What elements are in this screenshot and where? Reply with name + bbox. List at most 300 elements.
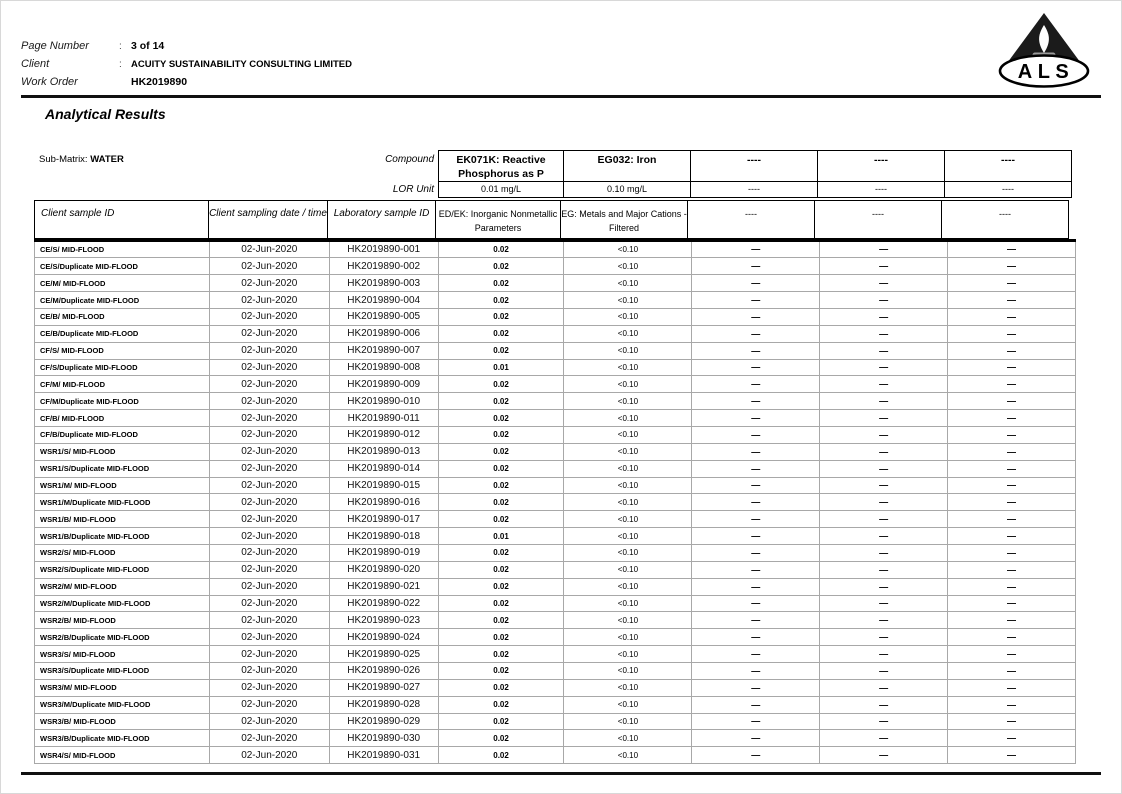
reactive-phosphorus-value: 0.02 xyxy=(439,747,565,764)
analyte-name-empty: ---- xyxy=(817,150,945,182)
empty-value: — xyxy=(692,444,820,461)
sampling-date: 02-Jun-2020 xyxy=(210,545,330,562)
table-row xyxy=(35,242,1076,259)
empty-value: — xyxy=(692,258,820,275)
table-row xyxy=(35,545,1076,562)
reactive-phosphorus-value: 0.02 xyxy=(439,478,565,495)
results-table xyxy=(34,150,1076,764)
empty-value: — xyxy=(692,326,820,343)
sampling-date: 02-Jun-2020 xyxy=(210,562,330,579)
client-sample-id: WSR1/B/Duplicate MID-FLOOD xyxy=(35,528,210,545)
work-order-value: HK2019890 xyxy=(131,76,188,88)
reactive-phosphorus-value: 0.02 xyxy=(439,545,565,562)
iron-value: <0.10 xyxy=(564,478,692,495)
client-sample-id: WSR2/S/ MID-FLOOD xyxy=(35,545,210,562)
empty-value: — xyxy=(948,663,1076,680)
empty-value: — xyxy=(820,292,948,309)
client-sample-id: WSR3/M/Duplicate MID-FLOOD xyxy=(35,697,210,714)
empty-value: — xyxy=(692,612,820,629)
table-row xyxy=(35,562,1076,579)
empty-value: — xyxy=(948,326,1076,343)
page-number-value: 3 of 14 xyxy=(131,40,165,52)
lab-sample-id: HK2019890-031 xyxy=(330,747,439,764)
client-sample-id: WSR3/B/ MID-FLOOD xyxy=(35,714,210,731)
reactive-phosphorus-value: 0.02 xyxy=(439,562,565,579)
sampling-date: 02-Jun-2020 xyxy=(210,427,330,444)
iron-value: <0.10 xyxy=(564,545,692,562)
empty-value: — xyxy=(692,410,820,427)
client-sample-id: WSR1/M/ MID-FLOOD xyxy=(35,478,210,495)
iron-value: <0.10 xyxy=(564,730,692,747)
sampling-date: 02-Jun-2020 xyxy=(210,461,330,478)
reactive-phosphorus-value: 0.02 xyxy=(439,646,565,663)
empty-value: — xyxy=(820,545,948,562)
client-sample-id: WSR1/S/ MID-FLOOD xyxy=(35,444,210,461)
compound-row-left xyxy=(34,150,438,182)
empty-value: — xyxy=(948,612,1076,629)
iron-value: <0.10 xyxy=(564,663,692,680)
empty-value: — xyxy=(948,444,1076,461)
lab-sample-id: HK2019890-010 xyxy=(330,393,439,410)
separator: : xyxy=(119,58,122,70)
lab-sample-id: HK2019890-015 xyxy=(330,478,439,495)
iron-value: <0.10 xyxy=(564,747,692,764)
empty-value: — xyxy=(948,461,1076,478)
table-row xyxy=(35,343,1076,360)
table-row xyxy=(35,494,1076,511)
client-sample-id: CE/S/ MID-FLOOD xyxy=(35,242,210,259)
client-sample-id: WSR3/M/ MID-FLOOD xyxy=(35,680,210,697)
empty-value: — xyxy=(692,730,820,747)
empty-value: — xyxy=(692,747,820,764)
client-sample-id: WSR2/S/Duplicate MID-FLOOD xyxy=(35,562,210,579)
sampling-date: 02-Jun-2020 xyxy=(210,393,330,410)
empty-value: — xyxy=(692,242,820,259)
sampling-date: 02-Jun-2020 xyxy=(210,612,330,629)
iron-value: <0.10 xyxy=(564,562,692,579)
reactive-phosphorus-value: 0.02 xyxy=(439,714,565,731)
sampling-date: 02-Jun-2020 xyxy=(210,697,330,714)
lab-sample-id: HK2019890-008 xyxy=(330,360,439,377)
empty-value: — xyxy=(948,410,1076,427)
table-row xyxy=(35,393,1076,410)
iron-value: <0.10 xyxy=(564,309,692,326)
empty-value: — xyxy=(692,427,820,444)
section-title: Analytical Results xyxy=(45,106,166,122)
empty-value: — xyxy=(948,360,1076,377)
client-sample-id: WSR3/S/Duplicate MID-FLOOD xyxy=(35,663,210,680)
client-sample-id: WSR3/S/ MID-FLOOD xyxy=(35,646,210,663)
table-row xyxy=(35,714,1076,731)
iron-value: <0.10 xyxy=(564,292,692,309)
sampling-date: 02-Jun-2020 xyxy=(210,410,330,427)
reactive-phosphorus-value: 0.02 xyxy=(439,326,565,343)
iron-value: <0.10 xyxy=(564,494,692,511)
page-number-row xyxy=(21,37,352,55)
compound-row xyxy=(34,150,1076,182)
empty-value: — xyxy=(692,562,820,579)
table-row xyxy=(35,292,1076,309)
table-body xyxy=(34,242,1076,765)
column-header-row xyxy=(34,200,1076,239)
lab-sample-id: HK2019890-012 xyxy=(330,427,439,444)
empty-value: — xyxy=(948,629,1076,646)
header-divider xyxy=(21,95,1101,98)
iron-value: <0.10 xyxy=(564,629,692,646)
reactive-phosphorus-value: 0.02 xyxy=(439,376,565,393)
work-order-label: Work Order xyxy=(21,76,78,88)
compound-label: Compound xyxy=(385,154,434,165)
page-number-label: Page Number xyxy=(21,40,89,52)
reactive-phosphorus-value: 0.01 xyxy=(439,360,565,377)
client-sample-id: CF/B/Duplicate MID-FLOOD xyxy=(35,427,210,444)
sampling-date: 02-Jun-2020 xyxy=(210,663,330,680)
table-row xyxy=(35,326,1076,343)
sampling-date: 02-Jun-2020 xyxy=(210,714,330,731)
reactive-phosphorus-value: 0.02 xyxy=(439,309,565,326)
empty-value: — xyxy=(820,714,948,731)
lab-sample-id: HK2019890-027 xyxy=(330,680,439,697)
client-sample-id: WSR2/B/ MID-FLOOD xyxy=(35,612,210,629)
client-sample-id: WSR1/S/Duplicate MID-FLOOD xyxy=(35,461,210,478)
iron-value: <0.10 xyxy=(564,528,692,545)
lab-sample-id: HK2019890-020 xyxy=(330,562,439,579)
method-group-empty: ---- xyxy=(941,200,1069,239)
iron-value: <0.10 xyxy=(564,511,692,528)
empty-value: — xyxy=(692,714,820,731)
analyte-name-empty: ---- xyxy=(944,150,1072,182)
table-row xyxy=(35,747,1076,764)
reactive-phosphorus-value: 0.02 xyxy=(439,612,565,629)
logo-text: ALS xyxy=(1017,61,1075,83)
empty-value: — xyxy=(948,376,1076,393)
empty-value: — xyxy=(692,376,820,393)
empty-value: — xyxy=(692,579,820,596)
sampling-date: 02-Jun-2020 xyxy=(210,360,330,377)
lab-sample-id: HK2019890-016 xyxy=(330,494,439,511)
empty-value: — xyxy=(820,612,948,629)
empty-value: — xyxy=(692,511,820,528)
empty-value: — xyxy=(948,562,1076,579)
table-row xyxy=(35,663,1076,680)
table-row xyxy=(35,579,1076,596)
empty-value: — xyxy=(820,579,948,596)
empty-value: — xyxy=(820,461,948,478)
footer-divider xyxy=(21,772,1101,775)
empty-value: — xyxy=(692,680,820,697)
sampling-date: 02-Jun-2020 xyxy=(210,596,330,613)
empty-value: — xyxy=(948,494,1076,511)
client-row xyxy=(21,55,352,73)
lor-row-left xyxy=(34,181,438,197)
empty-value: — xyxy=(820,275,948,292)
empty-value: — xyxy=(692,360,820,377)
empty-value: — xyxy=(948,275,1076,292)
method-group-empty: ---- xyxy=(687,200,815,239)
client-sample-id: CE/M/Duplicate MID-FLOOD xyxy=(35,292,210,309)
lab-sample-id: HK2019890-022 xyxy=(330,596,439,613)
empty-value: — xyxy=(692,494,820,511)
lab-sample-id: HK2019890-011 xyxy=(330,410,439,427)
lab-sample-id: HK2019890-024 xyxy=(330,629,439,646)
lab-sample-id: HK2019890-005 xyxy=(330,309,439,326)
table-row xyxy=(35,461,1076,478)
table-row xyxy=(35,275,1076,292)
sampling-date: 02-Jun-2020 xyxy=(210,511,330,528)
col-header-sampling-date: Client sampling date / time xyxy=(208,200,328,239)
client-sample-id: CF/M/ MID-FLOOD xyxy=(35,376,210,393)
empty-value: — xyxy=(692,275,820,292)
iron-value: <0.10 xyxy=(564,410,692,427)
empty-value: — xyxy=(820,697,948,714)
empty-value: — xyxy=(692,697,820,714)
empty-value: — xyxy=(692,646,820,663)
sampling-date: 02-Jun-2020 xyxy=(210,242,330,259)
empty-value: — xyxy=(948,697,1076,714)
empty-value: — xyxy=(692,343,820,360)
empty-value: — xyxy=(948,579,1076,596)
reactive-phosphorus-value: 0.02 xyxy=(439,494,565,511)
empty-value: — xyxy=(948,292,1076,309)
sampling-date: 02-Jun-2020 xyxy=(210,444,330,461)
client-sample-id: CE/B/ MID-FLOOD xyxy=(35,309,210,326)
empty-value: — xyxy=(820,326,948,343)
empty-value: — xyxy=(692,545,820,562)
sampling-date: 02-Jun-2020 xyxy=(210,343,330,360)
empty-value: — xyxy=(948,393,1076,410)
empty-value: — xyxy=(820,747,948,764)
client-sample-id: WSR3/B/Duplicate MID-FLOOD xyxy=(35,730,210,747)
empty-value: — xyxy=(692,663,820,680)
empty-value: — xyxy=(692,309,820,326)
empty-value: — xyxy=(820,680,948,697)
analyte-name-empty: ---- xyxy=(690,150,818,182)
lor-phosphorus: 0.01 mg/L xyxy=(438,181,564,198)
empty-value: — xyxy=(948,242,1076,259)
sampling-date: 02-Jun-2020 xyxy=(210,680,330,697)
empty-value: — xyxy=(692,478,820,495)
empty-value: — xyxy=(820,393,948,410)
lab-sample-id: HK2019890-014 xyxy=(330,461,439,478)
iron-value: <0.10 xyxy=(564,393,692,410)
col-header-client-sample-id: Client sample ID xyxy=(34,200,209,239)
table-row xyxy=(35,410,1076,427)
lab-sample-id: HK2019890-003 xyxy=(330,275,439,292)
reactive-phosphorus-value: 0.02 xyxy=(439,242,565,259)
empty-value: — xyxy=(692,596,820,613)
analyte-name-phosphorus: EK071K: Reactive Phosphorus as P xyxy=(438,150,564,182)
reactive-phosphorus-value: 0.02 xyxy=(439,343,565,360)
lab-sample-id: HK2019890-023 xyxy=(330,612,439,629)
als-logo xyxy=(994,11,1094,91)
iron-value: <0.10 xyxy=(564,326,692,343)
reactive-phosphorus-value: 0.02 xyxy=(439,596,565,613)
sampling-date: 02-Jun-2020 xyxy=(210,528,330,545)
iron-value: <0.10 xyxy=(564,596,692,613)
reactive-phosphorus-value: 0.02 xyxy=(439,629,565,646)
iron-value: <0.10 xyxy=(564,444,692,461)
sub-matrix xyxy=(39,154,124,165)
sampling-date: 02-Jun-2020 xyxy=(210,478,330,495)
lab-sample-id: HK2019890-019 xyxy=(330,545,439,562)
empty-value: — xyxy=(948,258,1076,275)
client-sample-id: WSR4/S/ MID-FLOOD xyxy=(35,747,210,764)
sub-matrix-label: Sub-Matrix: xyxy=(39,154,88,165)
empty-value: — xyxy=(948,730,1076,747)
iron-value: <0.10 xyxy=(564,714,692,731)
sampling-date: 02-Jun-2020 xyxy=(210,747,330,764)
sampling-date: 02-Jun-2020 xyxy=(210,730,330,747)
client-sample-id: WSR2/M/ MID-FLOOD xyxy=(35,579,210,596)
lab-sample-id: HK2019890-002 xyxy=(330,258,439,275)
reactive-phosphorus-value: 0.02 xyxy=(439,680,565,697)
lab-sample-id: HK2019890-004 xyxy=(330,292,439,309)
empty-value: — xyxy=(820,494,948,511)
iron-value: <0.10 xyxy=(564,697,692,714)
iron-value: <0.10 xyxy=(564,376,692,393)
client-sample-id: WSR1/M/Duplicate MID-FLOOD xyxy=(35,494,210,511)
empty-value: — xyxy=(820,596,948,613)
lab-sample-id: HK2019890-017 xyxy=(330,511,439,528)
table-row xyxy=(35,511,1076,528)
lab-sample-id: HK2019890-026 xyxy=(330,663,439,680)
table-row xyxy=(35,730,1076,747)
client-sample-id: CF/S/Duplicate MID-FLOOD xyxy=(35,360,210,377)
reactive-phosphorus-value: 0.02 xyxy=(439,275,565,292)
iron-value: <0.10 xyxy=(564,680,692,697)
sampling-date: 02-Jun-2020 xyxy=(210,494,330,511)
sampling-date: 02-Jun-2020 xyxy=(210,629,330,646)
table-row xyxy=(35,376,1076,393)
iron-value: <0.10 xyxy=(564,579,692,596)
client-sample-id: CE/M/ MID-FLOOD xyxy=(35,275,210,292)
reactive-phosphorus-value: 0.02 xyxy=(439,258,565,275)
table-row xyxy=(35,444,1076,461)
table-row xyxy=(35,629,1076,646)
reactive-phosphorus-value: 0.02 xyxy=(439,410,565,427)
sampling-date: 02-Jun-2020 xyxy=(210,275,330,292)
empty-value: — xyxy=(820,360,948,377)
empty-value: — xyxy=(692,292,820,309)
lab-sample-id: HK2019890-021 xyxy=(330,579,439,596)
empty-value: — xyxy=(948,646,1076,663)
sampling-date: 02-Jun-2020 xyxy=(210,579,330,596)
work-order-row xyxy=(21,73,352,91)
als-logo-icon xyxy=(994,11,1094,91)
reactive-phosphorus-value: 0.02 xyxy=(439,444,565,461)
reactive-phosphorus-value: 0.02 xyxy=(439,461,565,478)
col-header-lab-sample-id: Laboratory sample ID xyxy=(327,200,436,239)
lab-sample-id: HK2019890-018 xyxy=(330,528,439,545)
empty-value: — xyxy=(820,730,948,747)
table-row xyxy=(35,258,1076,275)
page-header xyxy=(21,37,352,91)
lab-sample-id: HK2019890-025 xyxy=(330,646,439,663)
iron-value: <0.10 xyxy=(564,360,692,377)
empty-value: — xyxy=(820,511,948,528)
client-label: Client xyxy=(21,58,50,70)
empty-value: — xyxy=(820,410,948,427)
iron-value: <0.10 xyxy=(564,427,692,444)
client-value: ACUITY SUSTAINABILITY CONSULTING LIMITED xyxy=(131,58,352,70)
method-group-iron: EG: Metals and Major Cations - Filtered xyxy=(560,200,688,239)
empty-value: — xyxy=(948,309,1076,326)
table-row xyxy=(35,309,1076,326)
analyte-name-iron: EG032: Iron xyxy=(563,150,691,182)
empty-value: — xyxy=(948,747,1076,764)
table-row xyxy=(35,612,1076,629)
empty-value: — xyxy=(820,562,948,579)
reactive-phosphorus-value: 0.02 xyxy=(439,427,565,444)
sampling-date: 02-Jun-2020 xyxy=(210,376,330,393)
sampling-date: 02-Jun-2020 xyxy=(210,326,330,343)
empty-value: — xyxy=(692,629,820,646)
empty-value: — xyxy=(820,258,948,275)
lab-sample-id: HK2019890-001 xyxy=(330,242,439,259)
iron-value: <0.10 xyxy=(564,646,692,663)
sampling-date: 02-Jun-2020 xyxy=(210,309,330,326)
client-sample-id: WSR2/B/Duplicate MID-FLOOD xyxy=(35,629,210,646)
empty-value: — xyxy=(820,444,948,461)
lab-sample-id: HK2019890-030 xyxy=(330,730,439,747)
table-row xyxy=(35,528,1076,545)
iron-value: <0.10 xyxy=(564,612,692,629)
lor-empty: ---- xyxy=(690,181,818,198)
table-row xyxy=(35,697,1076,714)
empty-value: — xyxy=(692,393,820,410)
reactive-phosphorus-value: 0.02 xyxy=(439,730,565,747)
lab-sample-id: HK2019890-007 xyxy=(330,343,439,360)
iron-value: <0.10 xyxy=(564,461,692,478)
empty-value: — xyxy=(820,242,948,259)
lab-sample-id: HK2019890-028 xyxy=(330,697,439,714)
reactive-phosphorus-value: 0.02 xyxy=(439,292,565,309)
client-sample-id: CF/B/ MID-FLOOD xyxy=(35,410,210,427)
empty-value: — xyxy=(820,376,948,393)
iron-value: <0.10 xyxy=(564,242,692,259)
client-sample-id: WSR1/B/ MID-FLOOD xyxy=(35,511,210,528)
table-row xyxy=(35,360,1076,377)
lab-sample-id: HK2019890-006 xyxy=(330,326,439,343)
table-row xyxy=(35,427,1076,444)
client-sample-id: CF/M/Duplicate MID-FLOOD xyxy=(35,393,210,410)
reactive-phosphorus-value: 0.02 xyxy=(439,579,565,596)
empty-value: — xyxy=(948,427,1076,444)
empty-value: — xyxy=(948,511,1076,528)
lab-sample-id: HK2019890-009 xyxy=(330,376,439,393)
lor-unit-label: LOR Unit xyxy=(392,183,434,195)
reactive-phosphorus-value: 0.01 xyxy=(439,528,565,545)
reactive-phosphorus-value: 0.02 xyxy=(439,511,565,528)
iron-value: <0.10 xyxy=(564,258,692,275)
sampling-date: 02-Jun-2020 xyxy=(210,292,330,309)
separator: : xyxy=(119,40,122,52)
reactive-phosphorus-value: 0.02 xyxy=(439,663,565,680)
empty-value: — xyxy=(948,545,1076,562)
table-row xyxy=(35,478,1076,495)
empty-value: — xyxy=(692,528,820,545)
empty-value: — xyxy=(948,680,1076,697)
reactive-phosphorus-value: 0.02 xyxy=(439,697,565,714)
client-sample-id: CE/S/Duplicate MID-FLOOD xyxy=(35,258,210,275)
empty-value: — xyxy=(820,309,948,326)
empty-value: — xyxy=(820,629,948,646)
empty-value: — xyxy=(692,461,820,478)
empty-value: — xyxy=(948,714,1076,731)
empty-value: — xyxy=(820,478,948,495)
client-sample-id: WSR2/M/Duplicate MID-FLOOD xyxy=(35,596,210,613)
method-group-empty: ---- xyxy=(814,200,942,239)
